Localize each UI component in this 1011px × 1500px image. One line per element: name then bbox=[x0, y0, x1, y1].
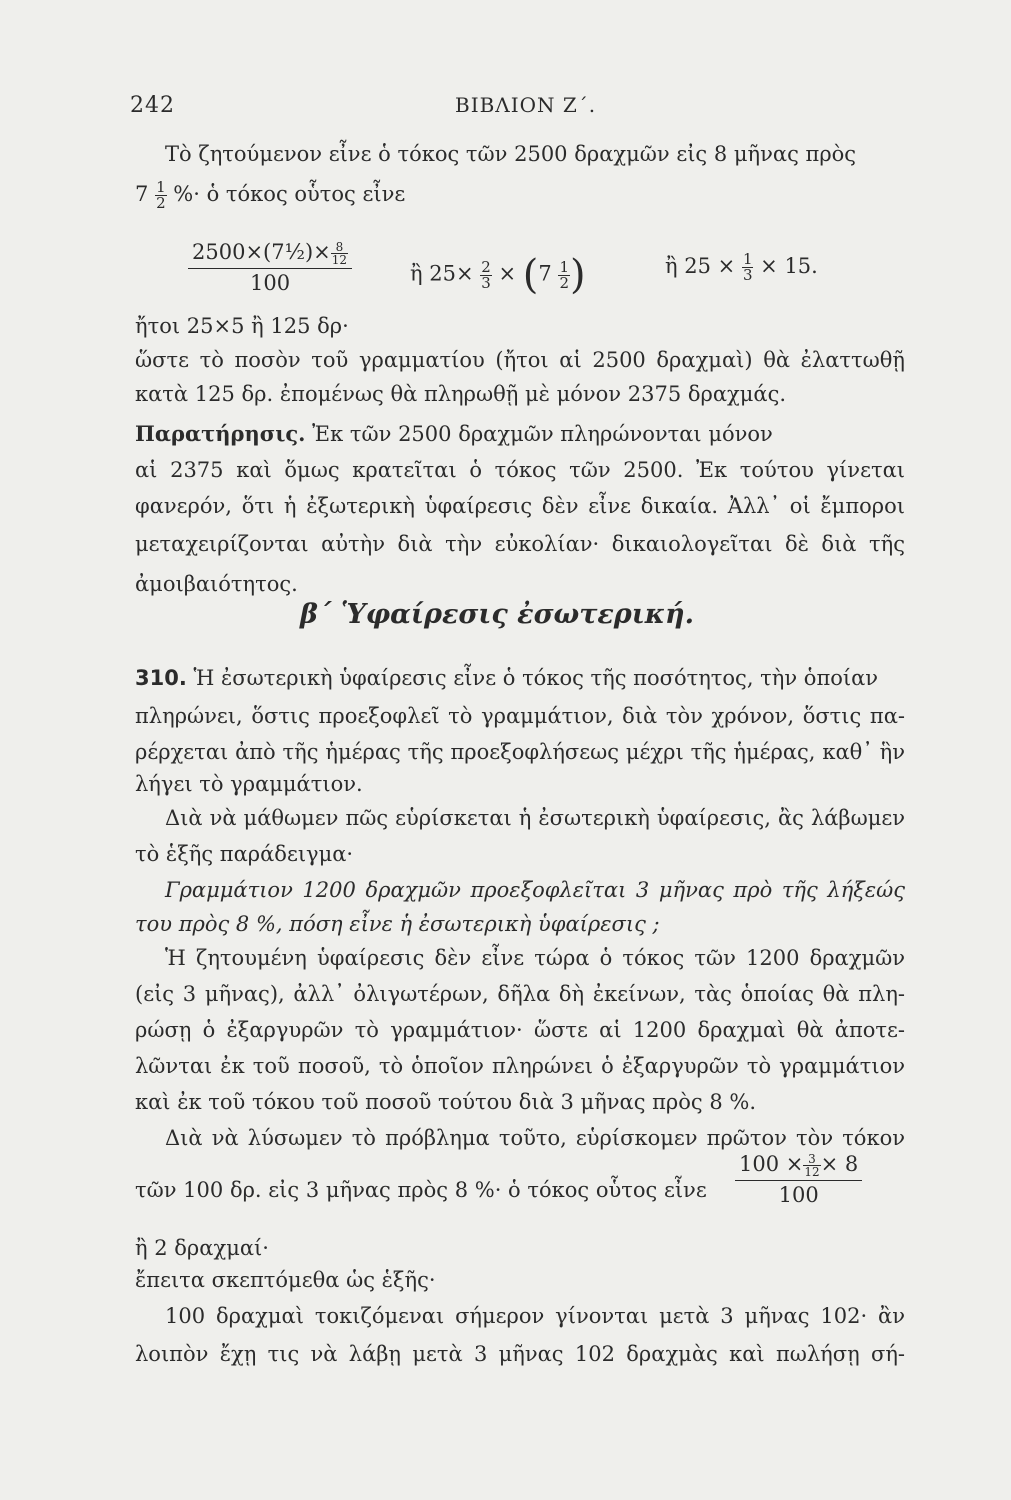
text-line: 100 δραχμαὶ τοκιζόμεναι σήμερον γίνονται μετὰ 3 μῆνας 102· ἂν bbox=[165, 1304, 905, 1328]
text-line: Διὰ νὰ μάθωμεν πῶς εὑρίσκεται ἡ ἐσωτερικὴ ὑφαίρεσις, ἂς λάβωμεν bbox=[165, 806, 905, 830]
remark-label: Παρατήρησις. bbox=[135, 421, 306, 446]
text-line: ρώσῃ ὁ ἐξαργυρῶν τὸ γραμμάτιον· ὥστε αἱ 1200 δραχμαὶ θὰ ἀποτε- bbox=[135, 1018, 905, 1042]
text-line: ἀμοιβαιότητος. bbox=[135, 572, 298, 596]
section-heading: β΄ Ὑφαίρεσις ἐσωτερική. bbox=[300, 599, 695, 630]
text-line: μεταχειρίζονται αὐτὴν διὰ τὴν εὐκολίαν· δικαιολογεῖται δὲ διὰ τῆς bbox=[135, 532, 905, 556]
text-line: καὶ ἐκ τοῦ τόκου τοῦ ποσοῦ τούτου διὰ 3 μῆνας πρὸς 8 %. bbox=[135, 1090, 757, 1114]
text-line: του πρὸς 8 %, πόση εἶνε ἡ ἐσωτερικὴ ὑφαίρεσις ; bbox=[135, 912, 660, 936]
text-line: ἢ 2 δραχμαί· bbox=[135, 1236, 269, 1260]
text-line: λοιπὸν ἔχῃ τις νὰ λάβῃ μετὰ 3 μῆνας 102 δραχμὰς καὶ πωλήσῃ σή- bbox=[135, 1342, 905, 1366]
text-line: τὸ ἑξῆς παράδειγμα· bbox=[135, 842, 354, 866]
text-line: Τὸ ζητούμενον εἶνε ὁ τόκος τῶν 2500 δραχμῶν εἰς 8 μῆνας πρὸς bbox=[165, 142, 857, 166]
text-line: φανερόν, ὅτι ἡ ἐξωτερικὴ ὑφαίρεσις δὲν εἶνε δικαία. Ἀλλ᾽ οἱ ἔμποροι bbox=[135, 494, 905, 518]
text-line: ἤτοι 25×5 ἢ 125 δρ· bbox=[135, 314, 349, 338]
text-line: ὥστε τὸ ποσὸν τοῦ γραμματίου (ἤτοι αἱ 2500 δραχμαὶ) θὰ ἐλαττωθῇ bbox=[135, 348, 905, 372]
text-line: Παρατήρησις. Ἐκ τῶν 2500 δραχμῶν πληρώνονται μόνον bbox=[135, 421, 773, 446]
text-line: (εἰς 3 μῆνας), ἀλλ᾽ ὀλιγωτέρων, δῆλα δὴ ἐκείνων, τὰς ὁποίας θὰ πλη- bbox=[135, 982, 905, 1006]
fraction: $\frac{1}{2}$ bbox=[156, 178, 166, 212]
paragraph-number: 310. bbox=[135, 666, 187, 690]
page-number: 242 bbox=[130, 93, 175, 118]
text-line: αἱ 2375 καὶ ὅμως κρατεῖται ὁ τόκος τῶν 2500. Ἐκ τούτου γίνεται bbox=[135, 458, 905, 482]
text-line: ἔπειτα σκεπτόμεθα ὡς ἑξῆς· bbox=[135, 1268, 436, 1292]
formula-alternative: ἢ 25 × $\frac{1}{3}$ × 15. bbox=[665, 250, 818, 284]
text-line: πληρώνει, ὅστις προεξοφλεῖ τὸ γραμμάτιον, διὰ τὸν χρόνον, ὅστις πα- bbox=[135, 704, 905, 728]
text-line: 7 $\frac{1}{2}$ %· ὁ τόκος οὗτος εἶνε bbox=[135, 178, 406, 212]
text-line: τῶν 100 δρ. εἰς 3 μῆνας πρὸς 8 %· ὁ τόκος οὗτος εἶνε bbox=[135, 1178, 707, 1202]
text-line: ρέρχεται ἀπὸ τῆς ἡμέρας τῆς προεξοφλήσεως μέχρι τῆς ἡμέρας, καθ᾽ ἣν bbox=[135, 740, 905, 764]
text-line: Ἡ ζητουμένη ὑφαίρεσις δὲν εἶνε τώρα ὁ τόκος τῶν 1200 δραχμῶν bbox=[165, 946, 905, 970]
text-line: λῶνται ἐκ τοῦ ποσοῦ, τὸ ὁποῖον πληρώνει ὁ ἐξαργυρῶν τὸ γραμμάτιον bbox=[135, 1054, 905, 1078]
formula-fraction: 2500×(7½)× $\frac{8}{12}$ 100 bbox=[188, 240, 352, 295]
text-line: Γραμμάτιον 1200 δραχμῶν προεξοφλεῖται 3 μῆνας πρὸ τῆς λήξεώς bbox=[165, 878, 905, 902]
text-line: Διὰ νὰ λύσωμεν τὸ πρόβλημα τοῦτο, εὑρίσκομεν πρῶτον τὸν τόκον bbox=[165, 1126, 905, 1150]
formula-alternative: ἢ 25× $\frac{2}{3}$ × (7 $\frac{1}{2}$ ) bbox=[410, 252, 586, 298]
formula-fraction: 100 × $\frac{3}{12}$ × 8 100 bbox=[735, 1152, 862, 1207]
running-title: ΒΙΒΛΙΟΝ Ζ΄. bbox=[455, 93, 597, 117]
text-line: 310. Ἡ ἐσωτερικὴ ὑφαίρεσις εἶνε ὁ τόκος τῆς ποσότητος, τὴν ὁποίαν bbox=[135, 666, 879, 690]
text-line: κατὰ 125 δρ. ἐπομένως θὰ πληρωθῇ μὲ μόνον 2375 δραχμάς. bbox=[135, 382, 787, 406]
text-line: λήγει τὸ γραμμάτιον. bbox=[135, 772, 363, 796]
